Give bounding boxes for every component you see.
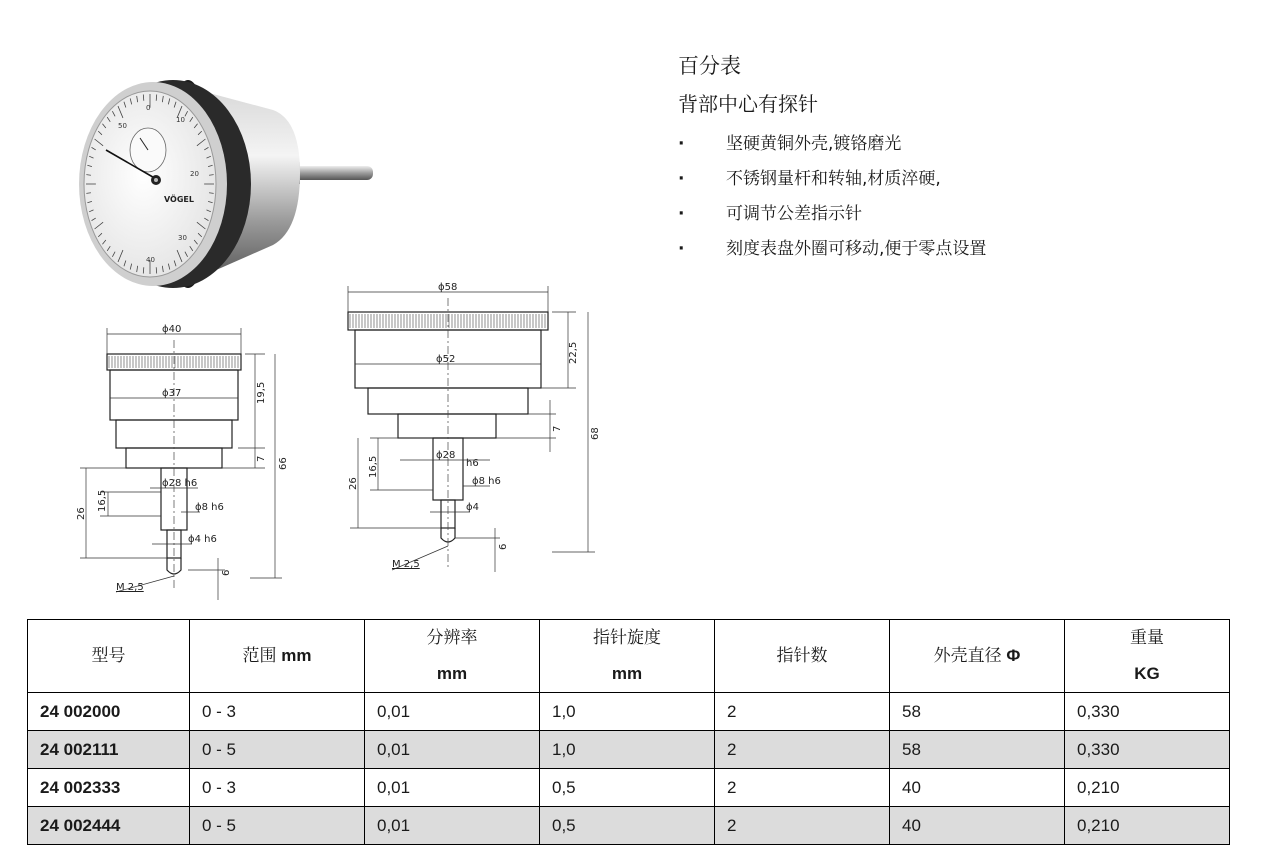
- col-header-resolution: 分辨率 mm: [365, 620, 540, 693]
- dim-h68: 68: [590, 427, 601, 440]
- cell-weight: 0,210: [1065, 769, 1230, 807]
- feature-text: 坚硬黄铜外壳,镀铬磨光: [726, 134, 902, 154]
- dim-h6: 6: [221, 569, 232, 576]
- col-header-range: 范围 mm: [190, 620, 365, 693]
- cell-resolution: 0,01: [365, 731, 540, 769]
- table-row: [28, 693, 1230, 731]
- dim-h225: 22,5: [568, 341, 579, 364]
- dim-thread: M 2,5: [392, 559, 420, 570]
- col-header-weight: 重量 KG: [1065, 620, 1230, 693]
- dim-h66: 66: [278, 457, 289, 470]
- dial-number: 30: [178, 234, 187, 242]
- cell-model: 24 002333: [28, 769, 190, 807]
- cell-pointer-rotation: 1,0: [540, 731, 715, 769]
- technical-drawing-58mm: [340, 280, 610, 580]
- col-header-pointer-count: 指针数: [715, 620, 890, 693]
- dim-h26: 26: [76, 507, 87, 520]
- dim-h165: 16,5: [97, 489, 108, 512]
- cell-weight: 0,210: [1065, 807, 1230, 845]
- dial-number: 50: [118, 122, 127, 130]
- cell-range: 0 - 5: [190, 807, 365, 845]
- cell-pointer-count: 2: [715, 693, 890, 731]
- col-header-pointer-rotation: 指针旋度 mm: [540, 620, 715, 693]
- dim-d28: ϕ28: [436, 450, 456, 461]
- table-row: [28, 769, 1230, 807]
- cell-range: 0 - 3: [190, 693, 365, 731]
- feature-item: [678, 127, 1238, 162]
- table-header-row: [28, 620, 1230, 693]
- feature-text: 可调节公差指示针: [726, 204, 862, 224]
- cell-pointer-rotation: 1,0: [540, 693, 715, 731]
- dim-h26: 26: [348, 477, 359, 490]
- cell-pointer-rotation: 0,5: [540, 769, 715, 807]
- product-description: [678, 50, 1238, 267]
- dial-number: 40: [146, 256, 155, 264]
- bullet: ·: [678, 204, 685, 224]
- product-subtitle: 背部中心有探针: [678, 92, 818, 116]
- table-row: [28, 731, 1230, 769]
- dial-number: 10: [176, 116, 185, 124]
- dial-number: 20: [190, 170, 199, 178]
- feature-item: [678, 162, 1238, 197]
- dim-d28-tolerance: h6: [466, 458, 479, 469]
- brand-text: VÖGEL: [164, 195, 194, 204]
- dial-number: 0: [146, 104, 151, 112]
- dim-d52: ϕ52: [436, 354, 456, 365]
- feature-text: 刻度表盘外圈可移动,便于零点设置: [726, 239, 987, 259]
- cell-range: 0 - 5: [190, 731, 365, 769]
- dim-d8: ϕ8 h6: [195, 502, 224, 513]
- cell-weight: 0,330: [1065, 731, 1230, 769]
- cell-pointer-count: 2: [715, 731, 890, 769]
- cell-resolution: 0,01: [365, 807, 540, 845]
- cell-pointer-rotation: 0,5: [540, 807, 715, 845]
- dim-d40: ϕ40: [162, 324, 182, 335]
- technical-drawing-40mm: [70, 320, 300, 610]
- col-header-case-diameter: 外壳直径 Φ: [890, 620, 1065, 693]
- spec-table: [27, 619, 1230, 845]
- cell-case-diameter: 58: [890, 693, 1065, 731]
- feature-text: 不锈钢量杆和转轴,材质淬硬,: [726, 169, 941, 189]
- bullet: ·: [678, 134, 685, 154]
- dim-d4: ϕ4: [466, 502, 479, 513]
- cell-resolution: 0,01: [365, 769, 540, 807]
- cell-resolution: 0,01: [365, 693, 540, 731]
- dim-d37: ϕ37: [162, 388, 182, 399]
- cell-pointer-count: 2: [715, 807, 890, 845]
- bullet: ·: [678, 169, 685, 189]
- dim-thread: M 2,5: [116, 582, 144, 593]
- cell-pointer-count: 2: [715, 769, 890, 807]
- dim-h6: 6: [498, 543, 509, 550]
- feature-item: [678, 232, 1238, 267]
- table-row: [28, 807, 1230, 845]
- dial-indicator-photo: [78, 80, 378, 295]
- cell-model: 24 002000: [28, 693, 190, 731]
- bullet: ·: [678, 239, 685, 259]
- feature-item: [678, 197, 1238, 232]
- col-header-model: 型号: [28, 620, 190, 693]
- dim-h7: 7: [256, 455, 267, 462]
- cell-case-diameter: 40: [890, 807, 1065, 845]
- dim-d28: ϕ28 h6: [162, 478, 198, 489]
- dim-d4: ϕ4 h6: [188, 534, 217, 545]
- dim-d8: ϕ8 h6: [472, 476, 501, 487]
- cell-model: 24 002111: [28, 731, 190, 769]
- cell-case-diameter: 40: [890, 769, 1065, 807]
- dim-h7: 7: [552, 425, 563, 432]
- cell-model: 24 002444: [28, 807, 190, 845]
- product-title: 百分表: [678, 54, 741, 78]
- dim-h165: 16,5: [368, 455, 379, 478]
- feature-list: [678, 127, 1238, 267]
- dim-d58: ϕ58: [438, 282, 458, 293]
- dial-face: [84, 91, 216, 277]
- cell-range: 0 - 3: [190, 769, 365, 807]
- cell-case-diameter: 58: [890, 731, 1065, 769]
- cell-weight: 0,330: [1065, 693, 1230, 731]
- dim-h195: 19,5: [256, 381, 267, 404]
